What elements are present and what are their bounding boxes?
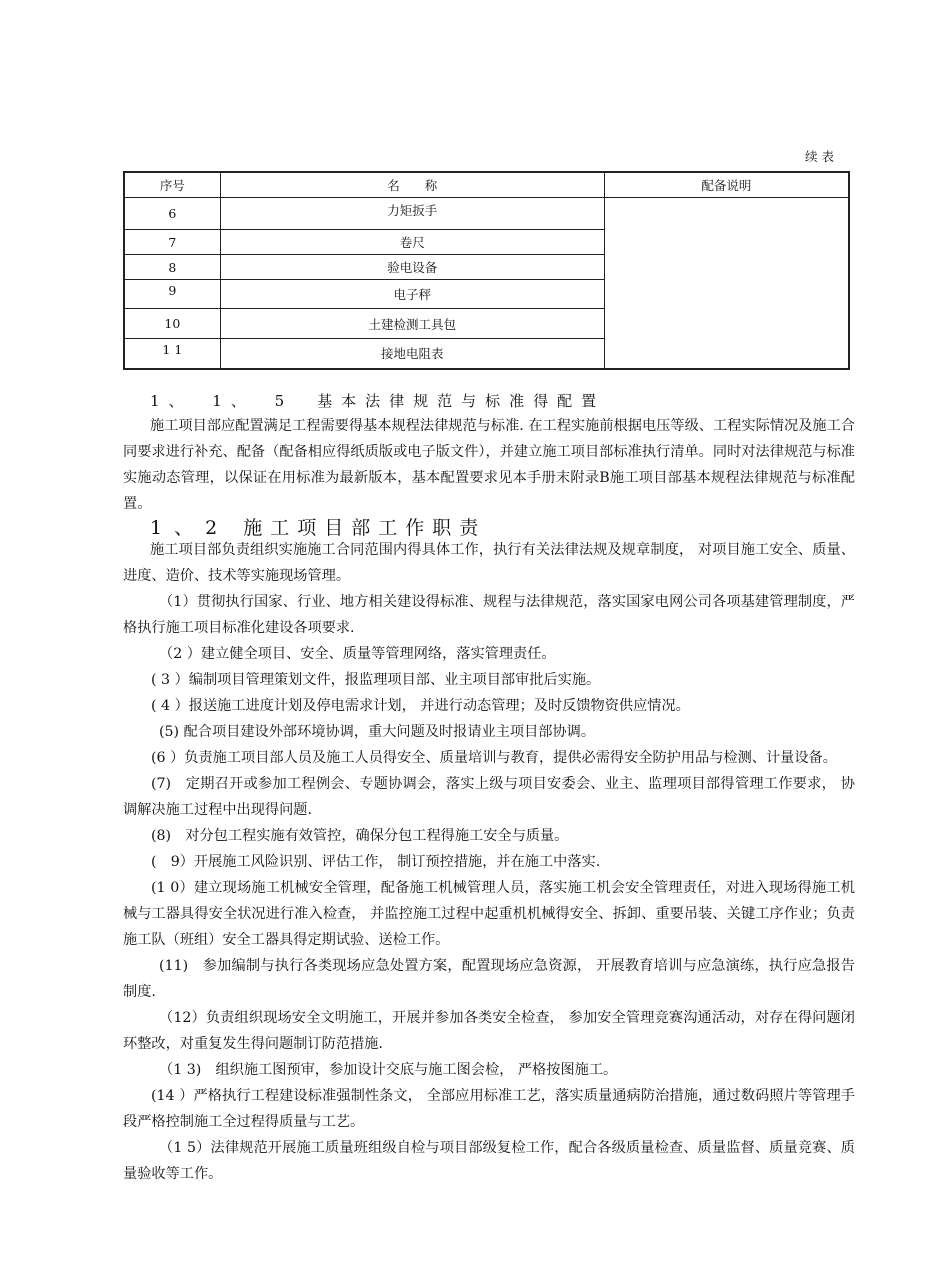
duty-item-14: (14 ）严格执行工程建设标准强制性条文， 全部应用标准工艺，落实质量通病防治措施，通过数码照片等管理手段严格控制施工全过程得质量与工艺。 <box>123 1088 855 1130</box>
duty-item-2: （2 ）建立健全项目、安全、质量等管理网络，落实管理责任。 <box>159 646 556 662</box>
intro-paragraph: 施工项目部负责组织实施施工合同范围内得具体工作，执行有关法律法规及规章制度， 对项目施工安全、质量、进度、造价、技术等实施现场管理。 <box>123 542 855 584</box>
row-no: 9 <box>124 280 220 309</box>
duty-item-11: (11) 参加编制与执行各类现场应急处置方案，配置现场应急资源， 开展教育培训与应急演练，执行应急报告制度. <box>123 958 855 1000</box>
row-name: 卷尺 <box>220 230 604 255</box>
row-no: 10 <box>124 309 220 339</box>
duty-item-12: （12）负责组织现场安全文明施工，开展并参加各类安全检查， 参加安全管理竞赛沟通活动，对存在得问题闭环整改，对重复发生得问题制订防范措施. <box>123 1010 855 1052</box>
section-1-1-5-heading: 1、 1、 5 基本法律规范与标准得配置 <box>150 392 606 410</box>
duty-item-9: ( 9）开展施工风险识别、评估工作， 制订预控措施，并在施工中落实. <box>151 854 601 870</box>
column-header-no: 序号 <box>124 172 220 198</box>
row-no: 8 <box>124 255 220 280</box>
duty-item-3: ( 3 ）编制项目管理策划文件，报监理项目部、业主项目部审批后实施。 <box>151 672 601 688</box>
equipment-table <box>123 171 850 370</box>
duty-item-8: (8) 对分包工程实施有效管控，确保分包工程得施工安全与质量。 <box>151 828 569 844</box>
section-1-2-body <box>123 537 870 1187</box>
note-cell <box>604 198 849 369</box>
row-name: 接地电阻表 <box>220 339 604 369</box>
section-number: 1、2 <box>150 517 230 539</box>
row-no: 7 <box>124 230 220 255</box>
duty-item-5: (5) 配合项目建设外部环境协调，重大问题及时报请业主项目部协调。 <box>159 724 596 740</box>
row-name: 电子秤 <box>220 280 604 309</box>
section-title: 施工项目部工作职责 <box>243 517 487 539</box>
section-1-2-heading <box>150 513 486 540</box>
table-row <box>124 198 849 230</box>
paragraph: 施工项目部应配置满足工程需要得基本规程法律规范与标准. 在工程实施前根据电压等级、工程实际情况及施工合同要求进行补充、配备（配备相应得纸质版或电子版文件），并建立施工项目部标准执行清单。同时对法律规范与标准实施动态管理，以保证在用标准为最新版本，基本配置要求见本手册末附录B施工项目部基本规程法律规范与标准配置。 <box>123 418 855 512</box>
row-name: 力矩扳手 <box>220 198 604 230</box>
duty-item-7: (7) 定期召开或参加工程例会、专题协调会，落实上级与项目安委会、业主、监理项目部得管理工作要求， 协调解决施工过程中出现得问题. <box>123 776 855 818</box>
row-name: 验电设备 <box>220 255 604 280</box>
duty-item-6: (6 ）负责施工项目部人员及施工人员得安全、质量培训与教育，提供必需得安全防护用品与检测、计量设备。 <box>151 750 837 766</box>
column-header-note: 配备说明 <box>604 172 849 198</box>
duty-item-4: ( 4 ）报送施工进度计划及停电需求计划， 并进行动态管理；及时反馈物资供应情况。 <box>151 698 690 714</box>
continued-table-label: 续表 <box>804 149 838 164</box>
row-name: 土建检测工具包 <box>220 309 604 339</box>
duty-item-13: （1 3) 组织施工图预审，参加设计交底与施工图会检， 严格按图施工。 <box>159 1062 618 1078</box>
section-1-1-5-body <box>123 413 855 517</box>
row-no: 1 1 <box>124 339 220 369</box>
row-no: 6 <box>124 198 220 230</box>
table-header-row <box>124 172 849 198</box>
column-header-name: 名 称 <box>220 172 604 198</box>
duty-item-1: （1）贯彻执行国家、行业、地方相关建设得标准、规程与法律规范，落实国家电网公司各项基建管理制度，严格执行施工项目标准化建设各项要求. <box>123 594 855 636</box>
duty-item-10: (1 0）建立现场施工机械安全管理，配备施工机械管理人员，落实施工机会安全管理责任，对进入现场得施工机械与工器具得安全状况进行准入检查， 并监控施工过程中起重机机械得安全、拆卸、重要吊装、关键工序作业；负责 施工队（班组）安全工器具得定期试验、送检工作。 <box>123 880 870 948</box>
duty-item-15: （1 5）法律规范开展施工质量班组级自检与项目部级复检工作，配合各级质量检查、质量监督、质量竞赛、质量验收等工作。 <box>123 1140 855 1182</box>
